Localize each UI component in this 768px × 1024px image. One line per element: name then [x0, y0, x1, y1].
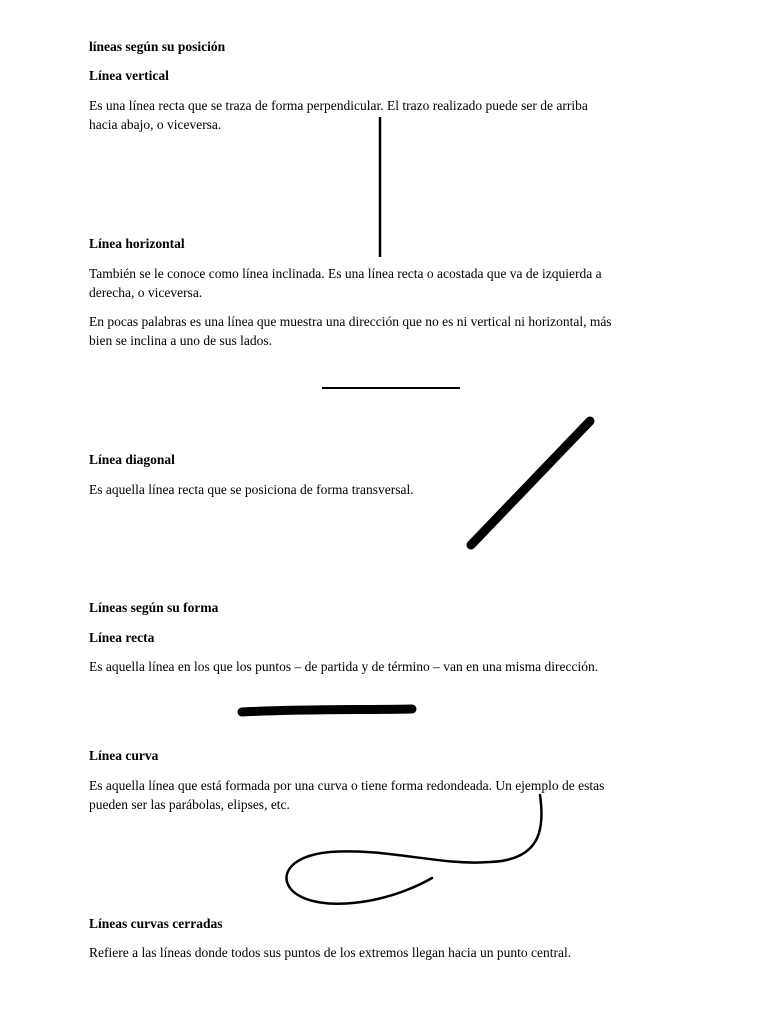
heading-closed-curves: Líneas curvas cerradas [89, 916, 223, 931]
heading-straight-line: Línea recta [89, 630, 155, 645]
paragraph-straight-line: Es aquella línea en los que los puntos – de partida y de término – van en una misma dirección. [89, 659, 599, 674]
heading-horizontal-line: Línea horizontal [89, 236, 185, 251]
paragraph-vertical-line-2: hacia abajo, o viceversa. [89, 117, 222, 132]
heading-diagonal-line: Línea diagonal [89, 452, 175, 467]
heading-curve-line: Línea curva [89, 748, 159, 763]
paragraph-closed-curves: Refiere a las líneas donde todos sus puntos de los extremos llegan hacia un punto central. [89, 945, 572, 960]
paragraph-curve-line-1: Es aquella línea que está formada por una curva o tiene forma redondeada. Un ejemplo de estas [89, 778, 605, 793]
paragraph-horizontal-2b: bien se inclina a uno de sus lados. [89, 333, 272, 348]
straight-line-drawing [242, 709, 412, 712]
heading-vertical-line: Línea vertical [89, 68, 169, 83]
paragraph-curve-line-2: pueden ser las parábolas, elipses, etc. [89, 797, 290, 812]
section-title-position: líneas según su posición [89, 39, 226, 54]
paragraph-horizontal-2a: En pocas palabras es una línea que muestra una dirección que no es ni vertical ni horizontal, más [89, 314, 612, 329]
diagonal-line-drawing [471, 421, 590, 545]
paragraph-horizontal-1a: También se le conoce como línea inclinada. Es una línea recta o acostada que va de izquierda a [89, 266, 602, 281]
curve-line-drawing [287, 795, 542, 904]
paragraph-vertical-line-1: Es una línea recta que se traza de forma perpendicular. El trazo realizado puede ser de arriba [89, 98, 588, 113]
paragraph-diagonal-line: Es aquella línea recta que se posiciona de forma transversal. [89, 482, 414, 497]
section-title-shape: Líneas según su forma [89, 600, 219, 615]
paragraph-horizontal-1b: derecha, o viceversa. [89, 285, 203, 300]
